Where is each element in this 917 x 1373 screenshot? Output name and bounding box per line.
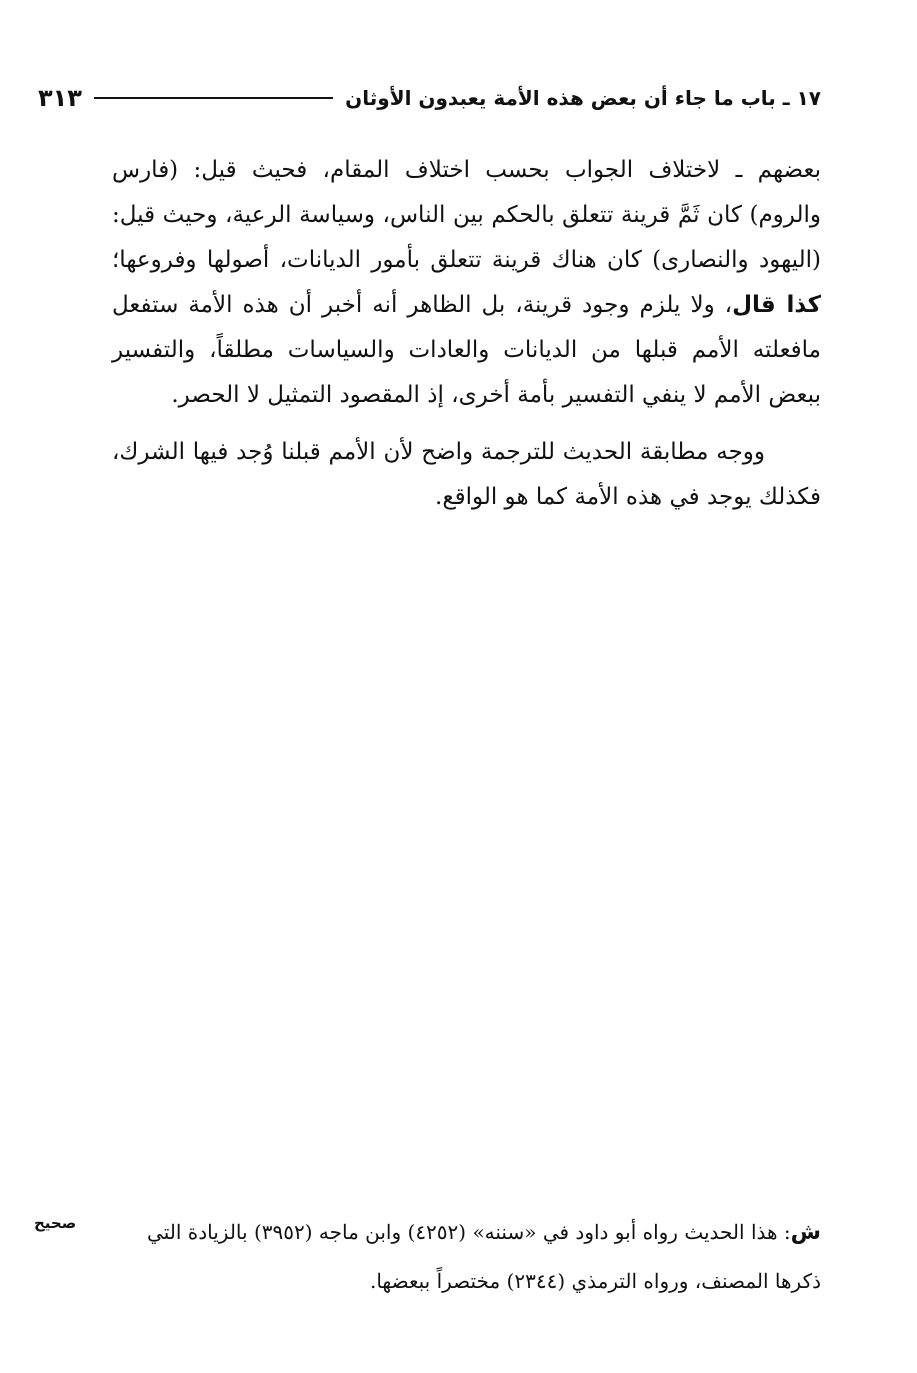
paragraph-2: ووجه مطابقة الحديث للترجمة واضح لأن الأمم قبلنا وُجد فيها الشرك، فكذلك يوجد في هذه الأمة كما هو الواقع. <box>112 439 821 510</box>
chapter-title: ١٧ ـ باب ما جاء أن بعض هذه الأمة يعبدون الأوثان <box>345 86 821 110</box>
paragraph-1-bold-phrase: كذا قال <box>732 292 821 318</box>
footnote-paragraph <box>112 1208 821 1305</box>
paragraph-1 <box>112 148 821 418</box>
footnote <box>112 1208 821 1305</box>
hadith-grade: صحيح <box>34 1214 77 1232</box>
paragraph-1-part-a: بعضهم ـ لاختلاف الجواب بحسب اختلاف المقام، فحيث قيل: (فارس والروم) كان ثَمَّ قرينة تتعلق بالحكم بين الناس، وسياسة الرعية، وحيث قيل: (اليهود والنصارى) كان هناك قرينة تتعلق بأمور الديانات، أصولها وفروعها؛ <box>112 157 821 273</box>
main-text <box>112 148 821 520</box>
paragraph-1-part-b: ، ولا يلزم وجود قرينة، بل الظاهر أنه أخبر أن هذه الأمة ستفعل مافعلته الأمم قبلها من الديانات والعادات والسياسات مطلقاً، والتفسير ببعض الأمم لا ينفي التفسير بأمة أخرى، إذ المقصود التمثيل لا الحصر. <box>112 292 821 408</box>
footnote-text: : هذا الحديث رواه أبو داود في «سننه» (٤٢٥٢) وابن ماجه (٣٩٥٢) بالزيادة التي ذكرها المصنف، ورواه الترمذي (٢٣٤٤) مختصراً ببعضها. <box>147 1220 821 1293</box>
footnote-marker: ش <box>790 1220 821 1245</box>
running-header <box>38 78 821 118</box>
header-rule <box>94 97 333 99</box>
page-number: ٣١٣ <box>38 84 82 112</box>
